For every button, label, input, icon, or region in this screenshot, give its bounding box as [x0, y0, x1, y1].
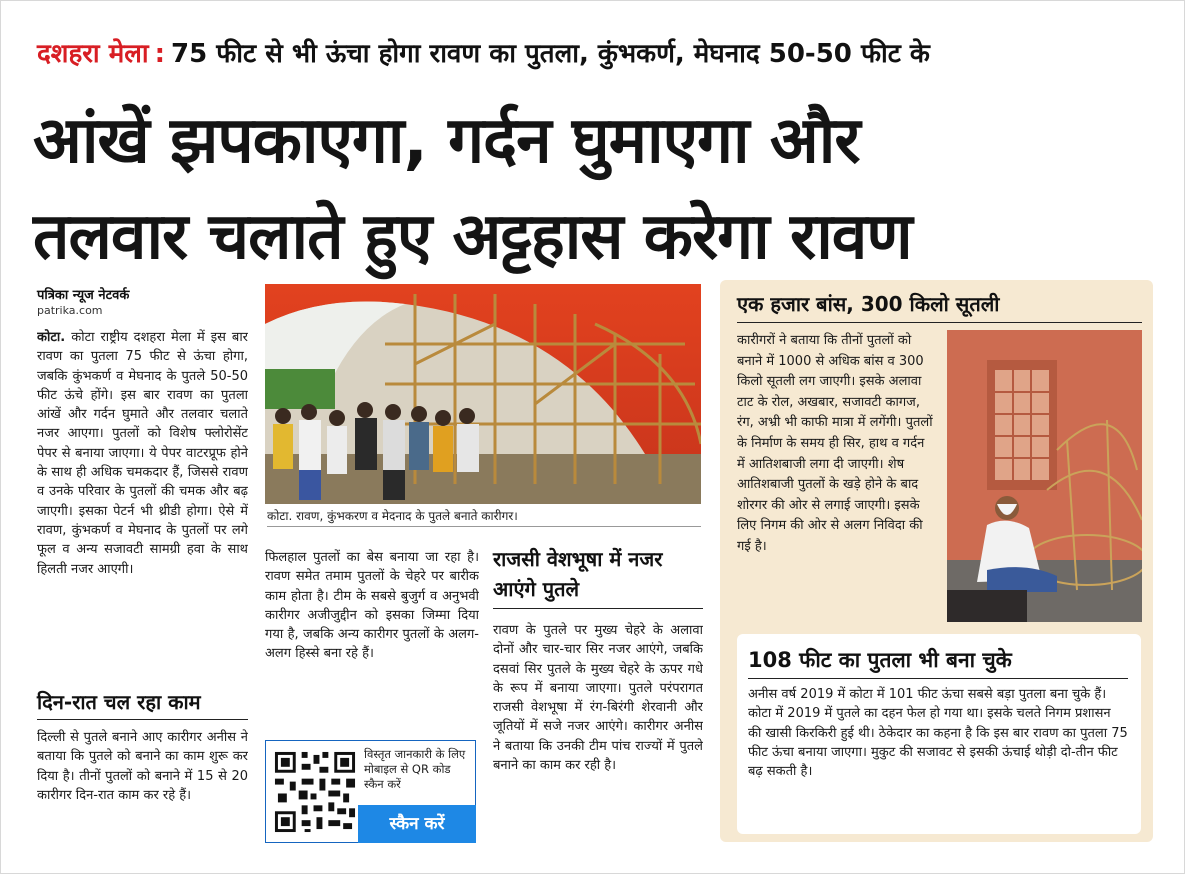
artisan-photo-graphic: [947, 330, 1142, 622]
headline-line-1: आंखें झपकाएगा, गर्दन घुमाएगा और: [33, 104, 860, 178]
kicker-line: [37, 39, 930, 69]
qr-promo-box[interactable]: [265, 740, 476, 843]
workshop-photo-graphic: [265, 284, 701, 504]
byline: [37, 287, 247, 318]
article-column-1-continued: दिल्ली से पुतले बनाने आए कारीगर अनीस ने बताया कि पुतले को बनाने का काम शुरू कर दिया है। तीनों पुतलों को बनाने में 15 से 20 कारीगर दिन-रात काम कर रहे हैं।: [37, 730, 248, 803]
scan-button[interactable]: स्कैन करें: [358, 805, 476, 843]
artisan-photo: [947, 330, 1142, 622]
headline-line-2: तलवार चलाते हुए अट्टहास करेगा रावण: [33, 200, 912, 274]
byline-agency: पत्रिका न्यूज नेटवर्क: [37, 288, 130, 303]
kicker-separator: :: [154, 39, 166, 69]
column-1-text: कोटा राष्ट्रीय दशहरा मेला में इस बार रावण का पुतला 75 फीट से ऊंचा होगा, जबकि कुंभकर्ण व मेघनाद के पुतले 50-50 फीट ऊंचे होंगे। इस बार रावण का पुतला आंखें और गर्दन घुमाते और तलवार चलाते नजर आएगा। पुतलों को विशेष फ्लोरोसेंट पेपर से बनाया जाएगा। ये पेपर वाटरप्रूफ होने के साथ ही अधिक चमकदार हैं, जिससे रावण व उनके परिवार के पुतलों की चमक और बढ़ जाएगी। इसका पेटर्न भी थ्रीडी होगा। ऐसे में रावण, कुंभकर्ण व मेघनाद के पुतलों पर लगे फूल व अन्य सजावटी सामग्री हवा के साथ हिलती नजर आएगी।: [37, 330, 248, 577]
qr-code-icon[interactable]: [272, 749, 358, 835]
subhead-day-night-work: दिन-रात चल रहा काम: [37, 685, 248, 720]
highlight-box-text: अनीस वर्ष 2019 में कोटा में 101 फीट ऊंचा सबसे बड़ा पुतला बना चुके हैं। कोटा में 2019 में पुतले का दहन फेल हो गया था। इसके चलते निगम प्रशासन की खासी किरकिरी हुई थी। ठेकेदार का कहना है कि इस बार रावण का पुतला 75 फीट ऊंचा बनाया जाएगा। मुकुट की सजावट से इसकी ऊंचाई थोड़ी दो-तीन फीट बढ़ सकती है।: [748, 687, 1128, 780]
photo-caption: कोटा. रावण, कुंभकरण व मेदनाद के पुतले बनाते कारीगर।: [267, 506, 701, 527]
subhead-royal-attire: राजसी वेशभूषा में नजर आएंगे पुतले: [493, 544, 703, 609]
article-column-2: फिलहाल पुतलों का बेस बनाया जा रहा है। रावण समेत तमाम पुतलों के चेहरे पर बारीक काम होता है। टीम के सबसे बुजुर्ग व अनुभवी कारीगर अजीजुद्दीन को इसका जिम्मा दिया गया है, जबकि अन्य कारीगर पुतलों के अलग-अलग हिस्से बना रहे हैं।: [265, 550, 479, 662]
sidebar-title: एक हजार बांस, 300 किलो सूतली: [737, 286, 1142, 323]
dateline: कोटा.: [37, 330, 66, 345]
article-column-1: [37, 328, 248, 682]
article-column-3: रावण के पुतले पर मुख्य चेहरे के अलावा दोनों और चार-चार सिर नजर आएंगे, जबकि दसवां सिर पुतले के मुख्य चेहरे के ऊपर गधे के रूप में बनाया जाएगा। पुतले परंपरागत राजसी वेशभूषा में रंग-बिरंगी शेरवानी और जूतियों में सजे नजर आएंगे। कारीगर अनीस ने बताया कि उनकी टीम पांच राज्यों में पुतले बनाने का काम कर रही है।: [493, 623, 703, 774]
highlight-box-title: 108 फीट का पुतला भी बना चुके: [748, 642, 1128, 679]
byline-site: patrika.com: [37, 304, 103, 317]
kicker-text: 75 फीट से भी ऊंचा होगा रावण का पुतला, कुंभकर्ण, मेघनाद 50-50 फीट के: [171, 39, 930, 69]
qr-promo-text: विस्तृत जानकारी के लिए मोबाइल से QR कोड स्कैन करें: [364, 747, 466, 791]
workshop-photo: [265, 284, 701, 504]
sidebar-text: कारीगरों ने बताया कि तीनों पुतलों को बनाने में 1000 से अधिक बांस व 300 किलो सूतली लग जाएगी। इसके अलावा टाट के रोल, अखबार, सजावटी कागज, रंग, अभ्री भी काफी मात्रा में लगेंगी। पुतलों के निर्माण के समय ही सिर, हाथ व गर्दन में आतिशबाजी लगा दी जाएगी। शेष आतिशबाजी पुतलों के खड़े होने के बाद शोरगर की ओर से लगाई जाएगी। इसके लिए निगम की ओर से अलग निविदा की गई है।: [737, 333, 933, 554]
kicker-label: दशहरा मेला: [37, 39, 149, 69]
